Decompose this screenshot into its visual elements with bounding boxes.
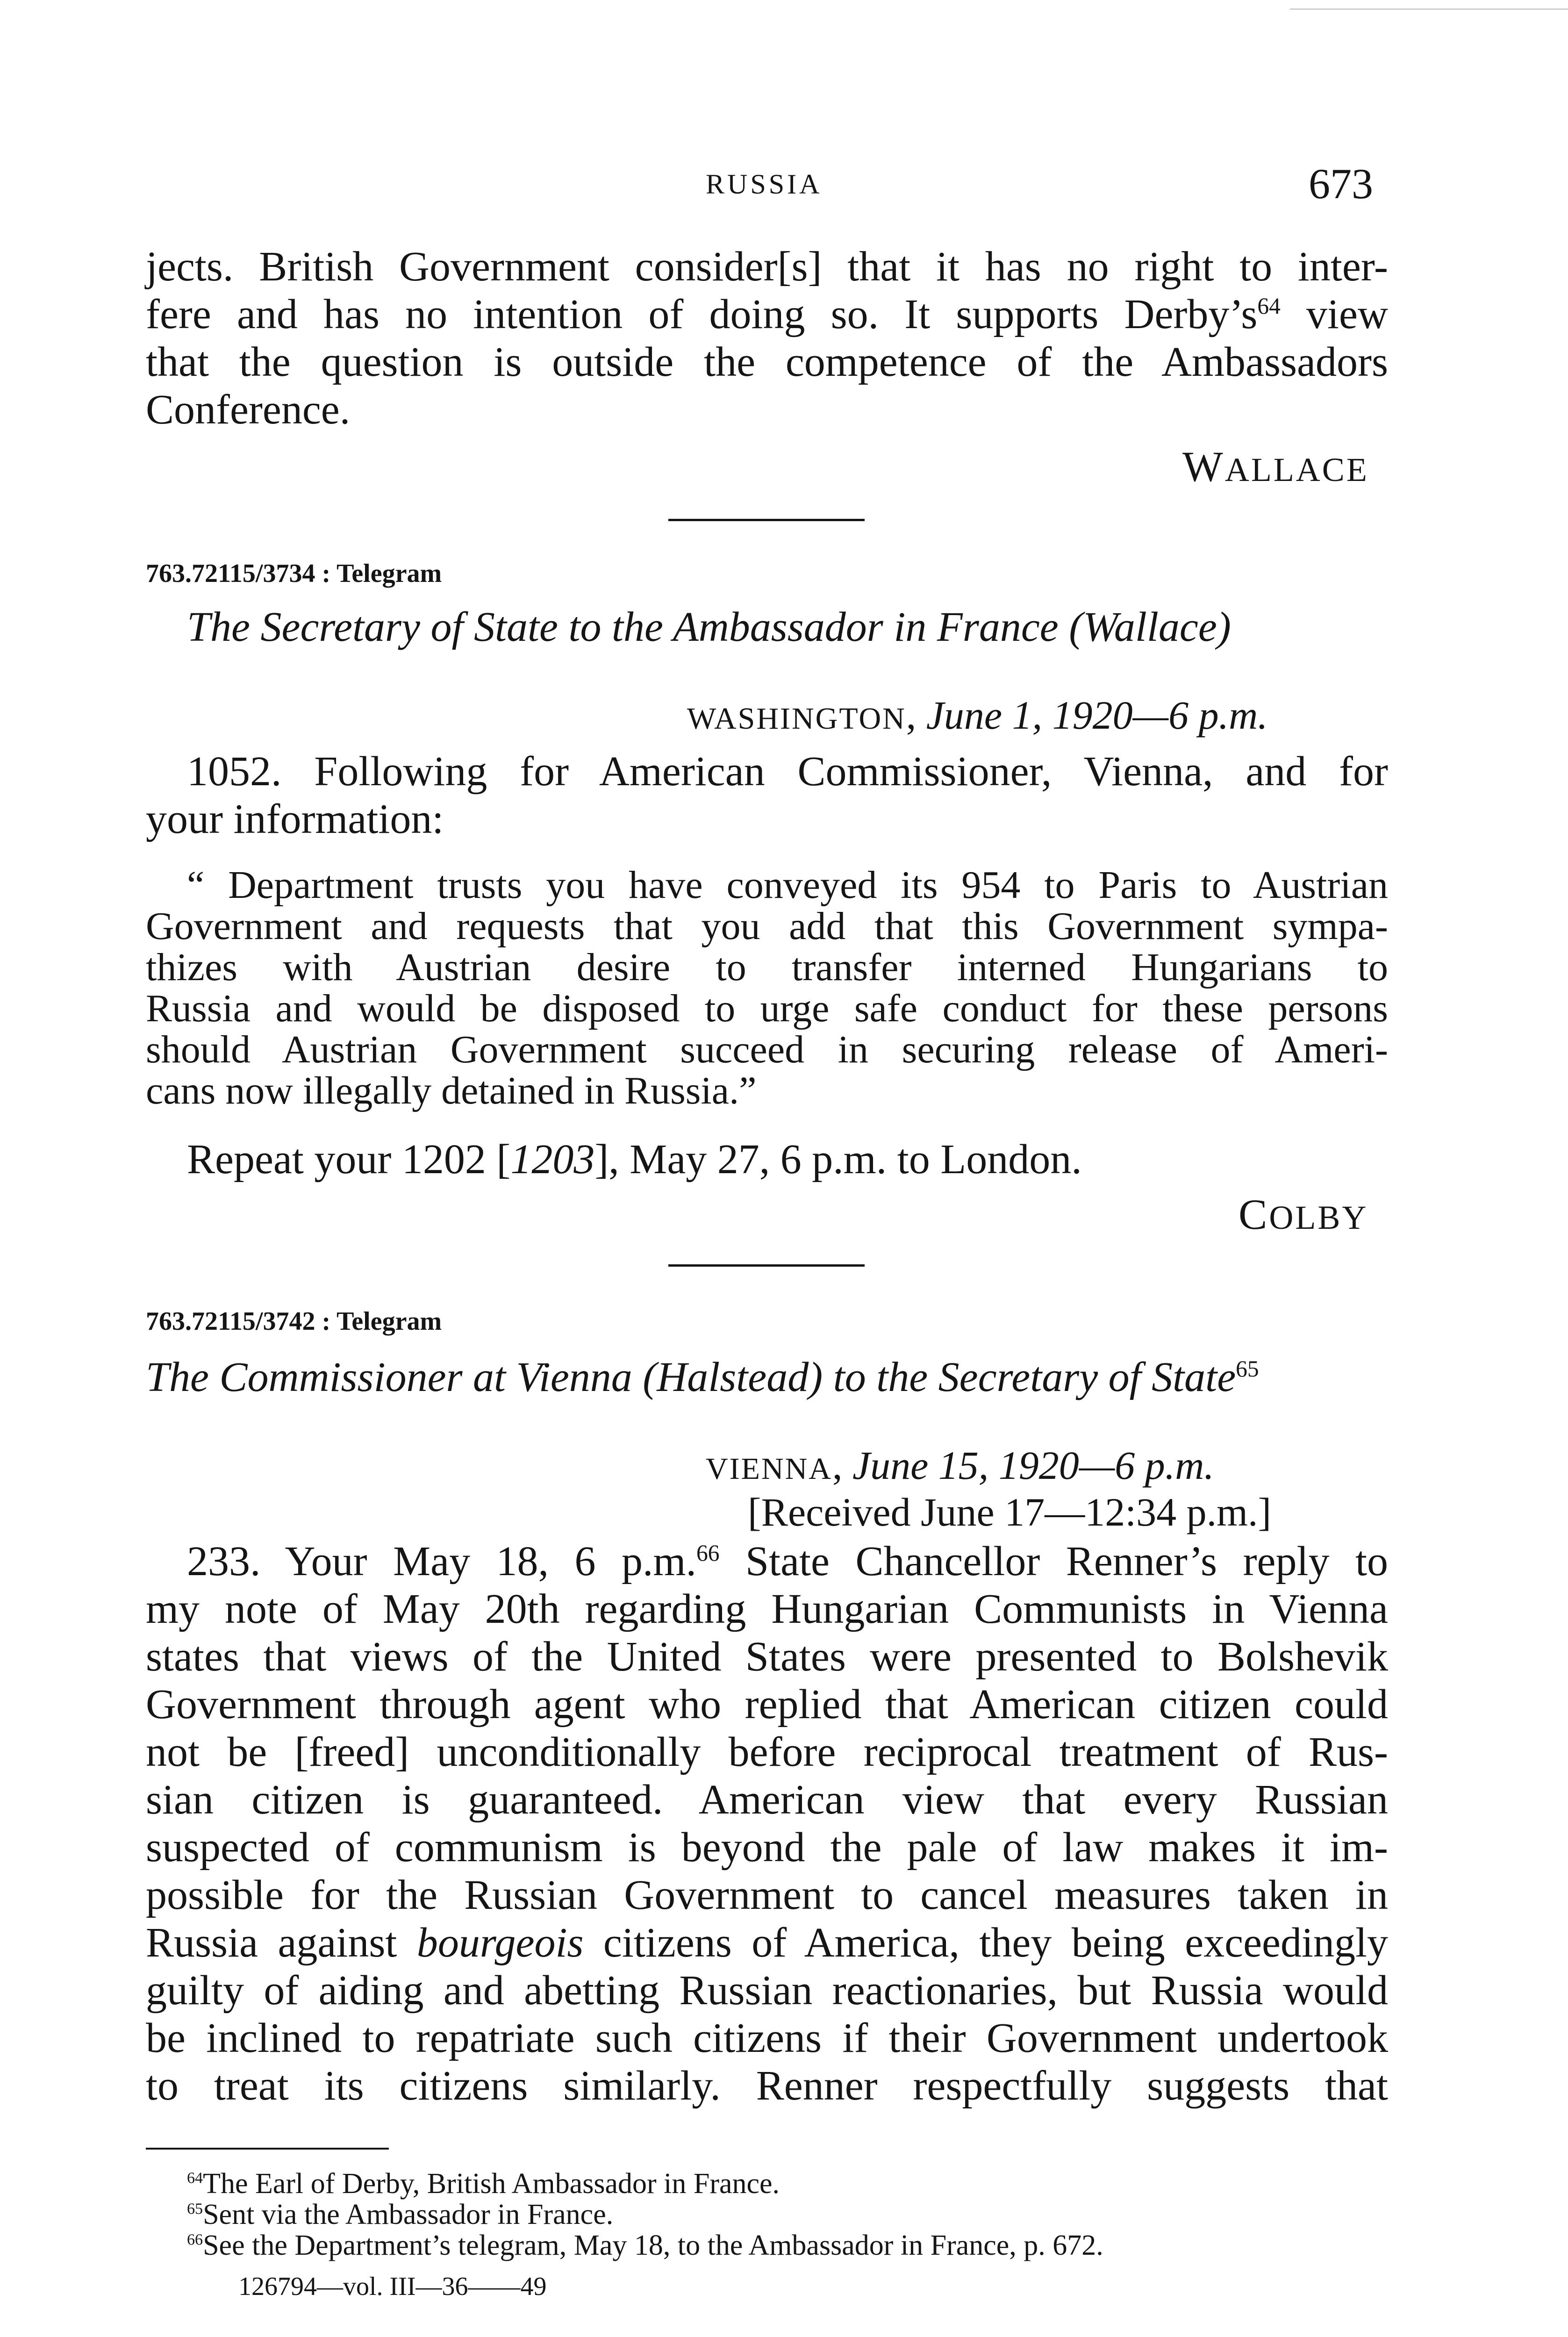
- footnote: [187, 2169, 780, 2199]
- text-span: 233. Your May 18, 6 p.m.: [187, 1538, 697, 1584]
- footnote-text: See the Department’s telegram, May 18, to the Ambassador in France, p. 672.: [203, 2229, 1103, 2261]
- date: June 1, 1920—6 p.m.: [926, 693, 1268, 738]
- quote-line: Government and requests that you add that this Government sympa-: [146, 904, 1388, 948]
- text-line: [146, 1919, 1388, 1967]
- running-title: RUSSIA: [706, 169, 823, 200]
- text-span: view: [1280, 291, 1388, 337]
- text-line: to treat its citizens similarly. Renner respectfully suggests that: [146, 2063, 1388, 2109]
- text-line: not be [freed] unconditionally before reciprocal treatment of Rus-: [146, 1729, 1388, 1775]
- footnote-ref-65: 65: [1236, 1356, 1259, 1382]
- text-line: [146, 291, 1388, 338]
- footnote-text: Sent via the Ambassador in France.: [203, 2199, 614, 2230]
- section-divider: [668, 519, 865, 521]
- quote-line: cans now illegally detained in Russia.”: [146, 1069, 757, 1112]
- quote-line: should Austrian Government succeed in securing release of Ameri-: [146, 1028, 1388, 1071]
- signature-wallace: [1182, 442, 1369, 491]
- correction: 1203: [510, 1136, 595, 1183]
- text-line: possible for the Russian Government to cancel measures taken in: [146, 1872, 1388, 1918]
- italic-term: bourgeois: [416, 1920, 584, 1966]
- signature-initial: C: [1239, 1190, 1269, 1238]
- printer-signature-line: 126794—vol. III—36——49: [238, 2272, 547, 2301]
- document-title: The Secretary of State to the Ambassador in France (Wallace): [187, 604, 1231, 650]
- text-line: 1052. Following for American Commissioner, Vienna, and for: [187, 748, 1388, 795]
- text-line: be inclined to repatriate such citizens if their Government undertook: [146, 2015, 1388, 2061]
- text-line: my note of May 20th regarding Hungarian Communists in Vienna: [146, 1586, 1388, 1632]
- place-date-line: [706, 1442, 1214, 1489]
- document-title: [146, 1353, 1259, 1401]
- scan-edge-line: [1290, 8, 1568, 10]
- text-span: citizens of America, they being exceedingly: [583, 1920, 1388, 1966]
- footnote: [187, 2230, 1103, 2260]
- signature-rest: ALLACE: [1224, 451, 1369, 488]
- comma: ,: [832, 1443, 852, 1488]
- footnote-ref-64: 64: [1257, 293, 1281, 319]
- place: WASHINGTON: [687, 702, 906, 736]
- footnote-text: The Earl of Derby, British Ambassador in France.: [203, 2168, 780, 2200]
- text-line: Government through agent who replied that American citizen could: [146, 1681, 1388, 1728]
- text-line: states that views of the United States were presented to Bolshevik: [146, 1634, 1388, 1680]
- text-span: State Chancellor Renner’s reply to: [719, 1538, 1388, 1584]
- quote-line: thizes with Austrian desire to transfer interned Hungarians to: [146, 946, 1388, 989]
- footnote-ref-66: 66: [696, 1540, 720, 1566]
- text-line: that the question is outside the competence of the Ambassadors: [146, 339, 1388, 385]
- place-date-line: [687, 692, 1268, 738]
- signature-colby: [1239, 1190, 1368, 1239]
- quote-line: “ Department trusts you have conveyed its 954 to Paris to Austrian: [187, 863, 1388, 907]
- text-line: Conference.: [146, 387, 351, 433]
- signature-rest: OLBY: [1269, 1199, 1368, 1236]
- footnote-mark: 65: [187, 2200, 203, 2218]
- text-line: [187, 1538, 1388, 1585]
- repeat-instruction: [187, 1136, 1082, 1183]
- footnote-mark: 66: [187, 2231, 203, 2249]
- comma: ,: [906, 693, 926, 738]
- place: VIENNA: [706, 1452, 832, 1486]
- text-span: Russia against: [146, 1920, 417, 1966]
- text-span: fere and has no intention of doing so. It supports Derby’s: [146, 291, 1258, 337]
- text-line: jects. British Government consider[s] that it has no right to inter-: [146, 244, 1388, 290]
- file-reference: 763.72115/3742 : Telegram: [146, 1307, 442, 1336]
- text-line: your information:: [146, 796, 444, 842]
- date: June 15, 1920—6 p.m.: [852, 1443, 1214, 1488]
- received-line: [Received June 17—12:34 p.m.]: [748, 1490, 1272, 1534]
- page-number: 673: [1309, 160, 1373, 208]
- title-text: The Commissioner at Vienna (Halstead) to the Secretary of State: [146, 1354, 1236, 1400]
- quote-line: Russia and would be disposed to urge safe conduct for these persons: [146, 987, 1388, 1030]
- footnote: [187, 2200, 613, 2229]
- signature-initial: W: [1182, 443, 1225, 490]
- footnote-mark: 64: [187, 2169, 203, 2187]
- footnote-rule: [146, 2148, 389, 2150]
- section-divider: [668, 1264, 865, 1267]
- file-reference: 763.72115/3734 : Telegram: [146, 559, 442, 588]
- text-span: ], May 27, 6 p.m. to London.: [594, 1136, 1082, 1183]
- text-line: sian citizen is guaranteed. American view that every Russian: [146, 1777, 1388, 1823]
- text-span: Repeat your 1202 [: [187, 1136, 511, 1183]
- text-line: guilty of aiding and abetting Russian reactionaries, but Russia would: [146, 1967, 1388, 2014]
- text-line: suspected of communism is beyond the pale of law makes it im-: [146, 1824, 1388, 1871]
